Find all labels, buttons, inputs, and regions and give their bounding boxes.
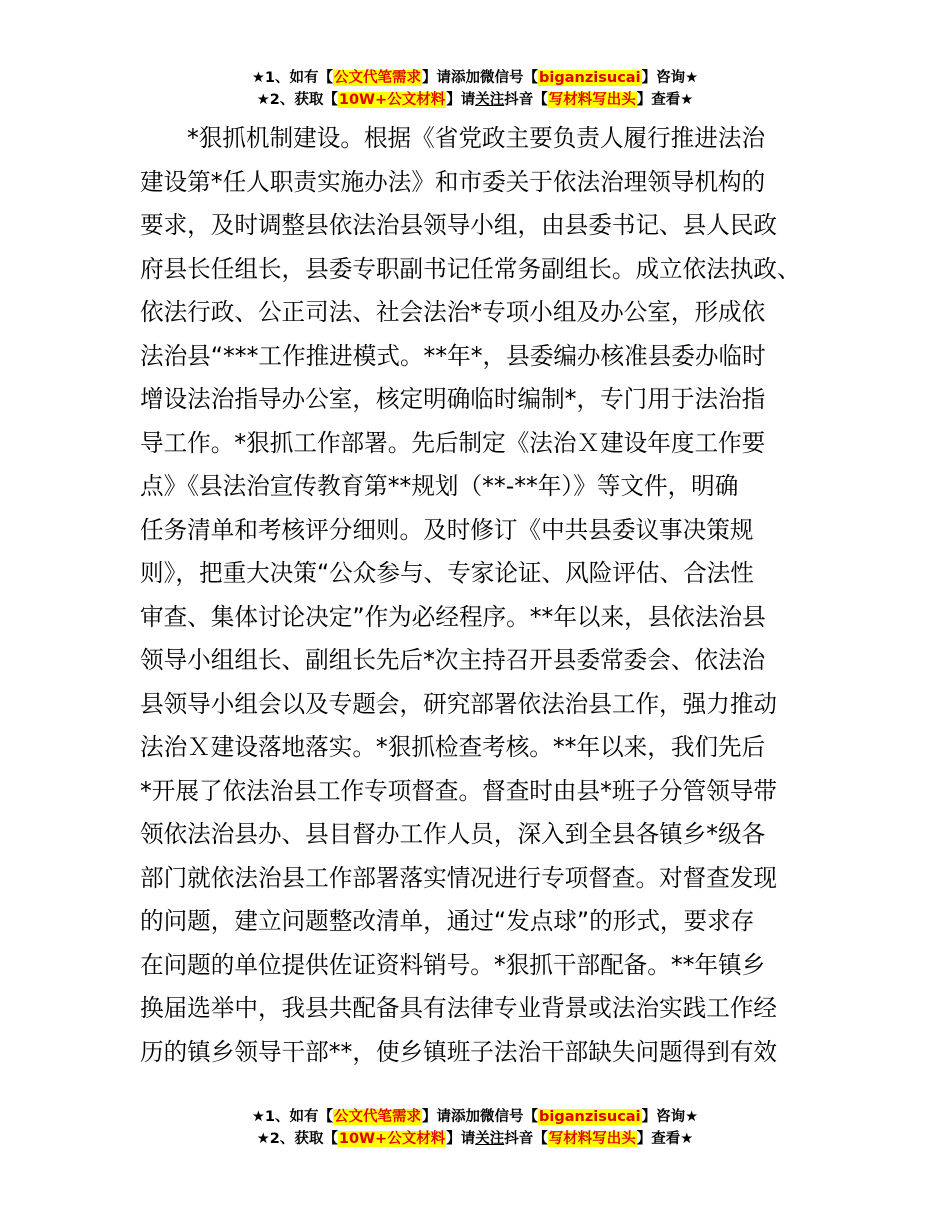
promo-highlight: 写材料写出头 [548,1131,636,1147]
body-line: 领依法治县办、县目督办工作人员，深入到全县各镇乡*级各 [140,820,766,848]
promo-text: ★1、如有【 [251,70,334,86]
promo-text: 】查看★ [636,1131,694,1147]
body-line: 的问题，建立问题整改清单，通过“发点球”的形式，要求存 [140,907,755,935]
promo-line-2 [0,89,950,111]
promo-underline: 关注 [475,92,505,108]
body-line: 点》《县法治宣传教育第**规划（**-**年）》等文件，明确 [140,472,739,500]
body-line: 增设法治指导办公室，核定明确临时编制*，专门用于法治指 [140,385,766,413]
promo-highlight: 10W+公文材料 [338,1131,446,1147]
body-line: 要求，及时调整县依法治县领导小组，由县委书记、县人民政 [140,211,778,239]
promo-highlight: 公文代笔需求 [334,1109,422,1125]
promo-text: 】咨询★ [641,1109,699,1125]
body-line: 任务清单和考核评分细则。及时修订《中共县委议事决策规 [140,515,754,544]
body-line: 部门就依法治县工作部署落实情况进行专项督查。对督查发现 [140,863,778,892]
promo-highlight-wechat: biganzisucai [539,70,641,86]
body-line: 审查、集体讨论决定”作为必经程序。**年以来，县依法治县 [140,602,766,631]
promo-highlight-wechat: biganzisucai [539,1109,641,1125]
promo-text: ★2、获取【 [256,92,338,108]
promo-text: 抖音【 [504,1131,548,1147]
promo-text: 】请添加微信号【 [422,1109,539,1125]
promo-line-1 [0,67,950,89]
body-line: *开展了依法治县工作专项督查。督查时由县*班子分管领导带 [140,776,778,805]
body-line: 领导小组组长、副组长先后*次主持召开县委常委会、依法治 [140,646,766,674]
body-line: *狠抓机制建设。根据《省党政主要负责人履行推进法治 [187,124,766,152]
body-line: 在问题的单位提供佐证资料销号。*狠抓干部配备。**年镇乡 [140,950,766,979]
body-line: 府县长任组长，县委专职副书记任常务副组长。成立依法执政、 [140,254,801,283]
body-line: 历的镇乡领导干部**，使乡镇班子法治干部缺失问题得到有效 [140,1037,778,1066]
promo-text: 】咨询★ [641,70,699,86]
promo-line-2 [0,1128,950,1150]
body-line: 县领导小组会以及专题会，研究部署依法治县工作，强力推动 [140,689,778,718]
promo-text: ★2、获取【 [256,1131,338,1147]
promo-header [0,67,950,111]
promo-text: 】请 [446,92,476,108]
promo-text: ★1、如有【 [251,1109,334,1125]
body-line: 导工作。*狠抓工作部署。先后制定《法治Ｘ建设年度工作要 [140,428,766,457]
promo-highlight: 写材料写出头 [548,92,636,108]
promo-text: 】请 [446,1131,476,1147]
promo-footer [0,1106,950,1150]
promo-text: 】请添加微信号【 [422,70,539,86]
promo-highlight: 10W+公文材料 [338,92,446,108]
body-line: 法治Ｘ建设落地落实。*狠抓检查考核。**年以来，我们先后 [140,733,766,761]
body-line: 换届选举中，我县共配备具有法律专业背景或法治实践工作经 [140,994,778,1022]
body-line: 法治县“***工作推进模式。**年*，县委编办核准县委办临时 [140,341,766,370]
promo-underline: 关注 [475,1131,505,1147]
promo-text: 抖音【 [504,92,548,108]
body-line: 则》，把重大决策“公众参与、专家论证、风险评估、合法性 [140,559,754,587]
promo-text: 】查看★ [636,92,694,108]
document-body [140,117,820,1074]
promo-highlight: 公文代笔需求 [334,70,422,86]
body-line: 建设第*任人职责实施办法》和市委关于依法治理领导机构的 [140,167,766,196]
body-line: 依法行政、公正司法、社会法治*专项小组及办公室，形成依 [140,298,766,326]
promo-line-1 [0,1106,950,1128]
